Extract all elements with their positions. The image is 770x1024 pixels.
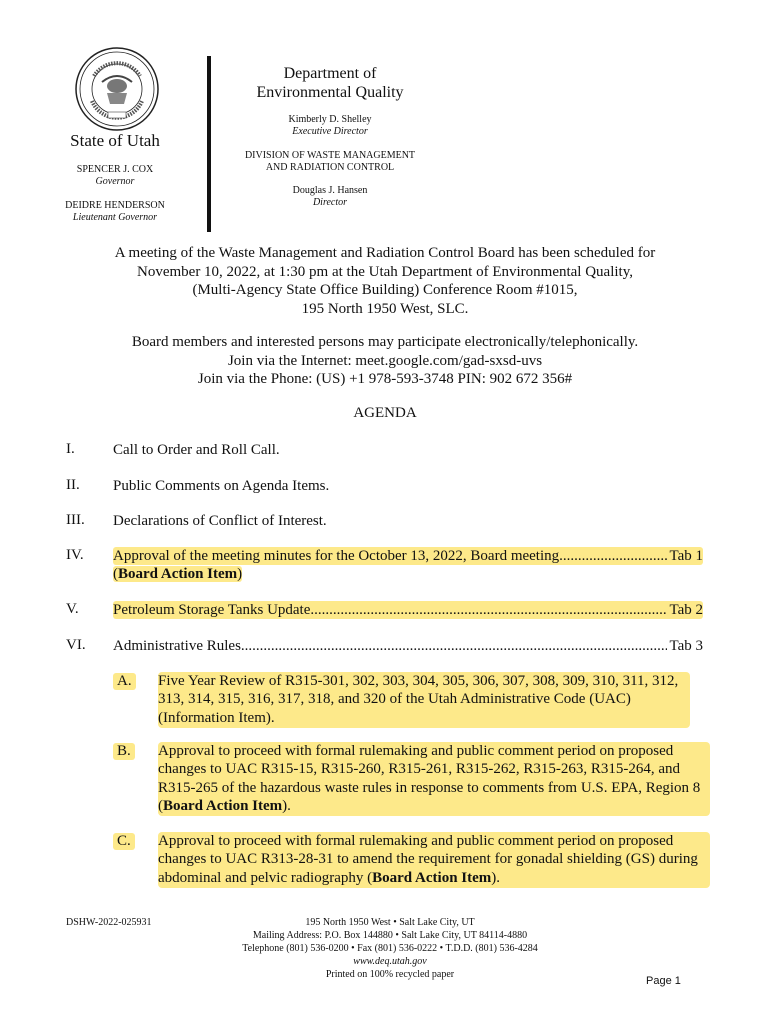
remote-line-1: Board members and interested persons may participate electronically/telephonically. xyxy=(131,334,639,350)
agenda-item-4-text: Approval of the meeting minutes for the October 13, 2022, Board meeting xyxy=(113,548,560,564)
subitem-b-line-4 xyxy=(158,797,710,815)
department-line-2: Environmental Quality xyxy=(256,84,404,101)
dot-leader xyxy=(241,637,668,655)
subitem-letter-c: C. xyxy=(113,833,135,850)
notice-line-2: November 10, 2022, at 1:30 pm at the Utah Department of Environmental Quality, xyxy=(137,263,633,280)
division-line-1: DIVISION OF WASTE MANAGEMENT xyxy=(244,150,416,161)
governor-title: Governor xyxy=(95,176,135,187)
governor-name: SPENCER J. COX xyxy=(76,164,154,175)
executive-title: Executive Director xyxy=(292,126,368,137)
board-action-label: Board Action Item xyxy=(372,869,492,886)
website-link[interactable]: www.deq.utah.gov xyxy=(353,956,427,967)
notice-line-1: A meeting of the Waste Management and Radiation Control Board has been scheduled for xyxy=(114,245,656,261)
agenda-number-5: V. xyxy=(66,601,79,617)
agenda-item-2: Public Comments on Agenda Items. xyxy=(113,478,330,494)
agenda-item-6-text: Administrative Rules xyxy=(113,638,241,654)
subitem-a-line-1: Five Year Review of R315-301, 302, 303, 304, 305, 306, 307, 308, 309, 310, 311, 312, xyxy=(158,673,679,689)
agenda-item-3: Declarations of Conflict of Interest. xyxy=(113,513,327,529)
subitem-b-line-3: R315-265 of the hazardous waste rules in response to comments from U.S. EPA, Region 8 xyxy=(158,779,701,796)
subitem-a-line-3: (Information Item). xyxy=(158,709,275,726)
director-title: Director xyxy=(312,197,348,208)
dot-leader xyxy=(310,601,667,619)
dot-leader xyxy=(559,547,667,565)
page-number: Page 1 xyxy=(646,975,681,987)
agenda-title: AGENDA xyxy=(353,405,417,421)
agenda-number-2: II. xyxy=(66,477,80,493)
subitem-c-line-3 xyxy=(158,869,710,887)
subitem-b xyxy=(158,742,710,816)
agenda-item-5 xyxy=(113,601,703,619)
footer-address-block xyxy=(220,916,560,981)
subitem-a xyxy=(158,672,690,728)
state-title: State of Utah xyxy=(70,131,160,150)
agenda-item-6 xyxy=(113,637,703,655)
meeting-link[interactable]: Join via the Internet: meet.google.com/gad-sxsd-uvs xyxy=(227,352,543,369)
agenda-item-5-text: Petroleum Storage Tanks Update xyxy=(113,602,311,618)
paren-close: ) xyxy=(237,566,243,582)
subitem-c-line-3-text: abdominal and pelvic radiography ( xyxy=(158,869,373,886)
agenda-item-5-tab: Tab 2 xyxy=(669,602,703,618)
subitem-letter-b: B. xyxy=(113,743,135,760)
mailing-address: Mailing Address: P.O. Box 144880 • Salt Lake City, UT 84114-4880 xyxy=(252,930,528,941)
agenda-item-1: Call to Order and Roll Call. xyxy=(113,442,280,458)
department-name xyxy=(230,64,430,102)
lt-governor-title: Lieutenant Governor xyxy=(72,212,158,223)
agenda-item-4-action xyxy=(113,565,242,583)
meeting-notice xyxy=(60,244,710,318)
agenda-number-6: VI. xyxy=(66,637,86,653)
subitem-c xyxy=(158,832,710,888)
street-address: 195 North 1950 West • Salt Lake City, UT xyxy=(305,917,475,928)
paren-open: ( xyxy=(113,566,118,582)
state-seal-logo xyxy=(74,46,160,132)
agenda-number-1: I. xyxy=(66,441,75,457)
paren-open: ( xyxy=(158,798,163,815)
division-line-2: AND RADIATION CONTROL xyxy=(265,162,395,173)
agenda-number-3: III. xyxy=(66,512,85,528)
executive-name: Kimberly D. Shelley xyxy=(288,114,372,125)
subitem-c-line-2: changes to UAC R313-28-31 to amend the requirement for gonadal shielding (GS) during xyxy=(158,851,698,868)
subitem-letter-a: A. xyxy=(113,673,136,690)
agenda-item-4-tab: Tab 1 xyxy=(669,548,703,564)
agenda-item-6-tab: Tab 3 xyxy=(669,638,703,654)
phone-numbers: Telephone (801) 536-0200 • Fax (801) 536-0222 • T.D.D. (801) 536-4284 xyxy=(242,943,538,954)
department-line-1: Department of xyxy=(283,65,377,82)
remote-participation xyxy=(60,333,710,389)
subitem-c-line-1: Approval to proceed with formal rulemaking and public comment period on proposed xyxy=(158,833,674,849)
subitem-b-line-1: Approval to proceed with formal rulemaking and public comment period on proposed xyxy=(158,743,674,759)
notice-line-3: (Multi-Agency State Office Building) Conference Room #1015, xyxy=(192,282,578,298)
lt-governor-name: DEIDRE HENDERSON xyxy=(65,200,165,211)
director-name: Douglas J. Hansen xyxy=(292,185,368,196)
letterhead-divider xyxy=(207,56,211,232)
subitem-b-line-2: changes to UAC R315-15, R315-260, R315-261, R315-262, R315-263, R315-264, and xyxy=(158,761,681,778)
agenda-number-4: IV. xyxy=(66,547,84,563)
notice-line-4: 195 North 1950 West, SLC. xyxy=(301,300,469,317)
recycled-note: Printed on 100% recycled paper xyxy=(325,969,455,980)
document-id: DSHW-2022-025931 xyxy=(66,917,152,928)
board-action-label: Board Action Item xyxy=(163,798,283,815)
agenda-item-4 xyxy=(113,547,703,565)
subitem-a-line-2: 313, 314, 315, 316, 317, 318, and 320 of the Utah Administrative Code (UAC) xyxy=(158,691,631,708)
board-action-label: Board Action Item xyxy=(118,566,238,582)
paren-close: ). xyxy=(491,869,501,886)
paren-close: ). xyxy=(282,798,291,815)
phone-dial-in: Join via the Phone: (US) +1 978-593-3748 PIN: 902 672 356# xyxy=(197,371,573,387)
